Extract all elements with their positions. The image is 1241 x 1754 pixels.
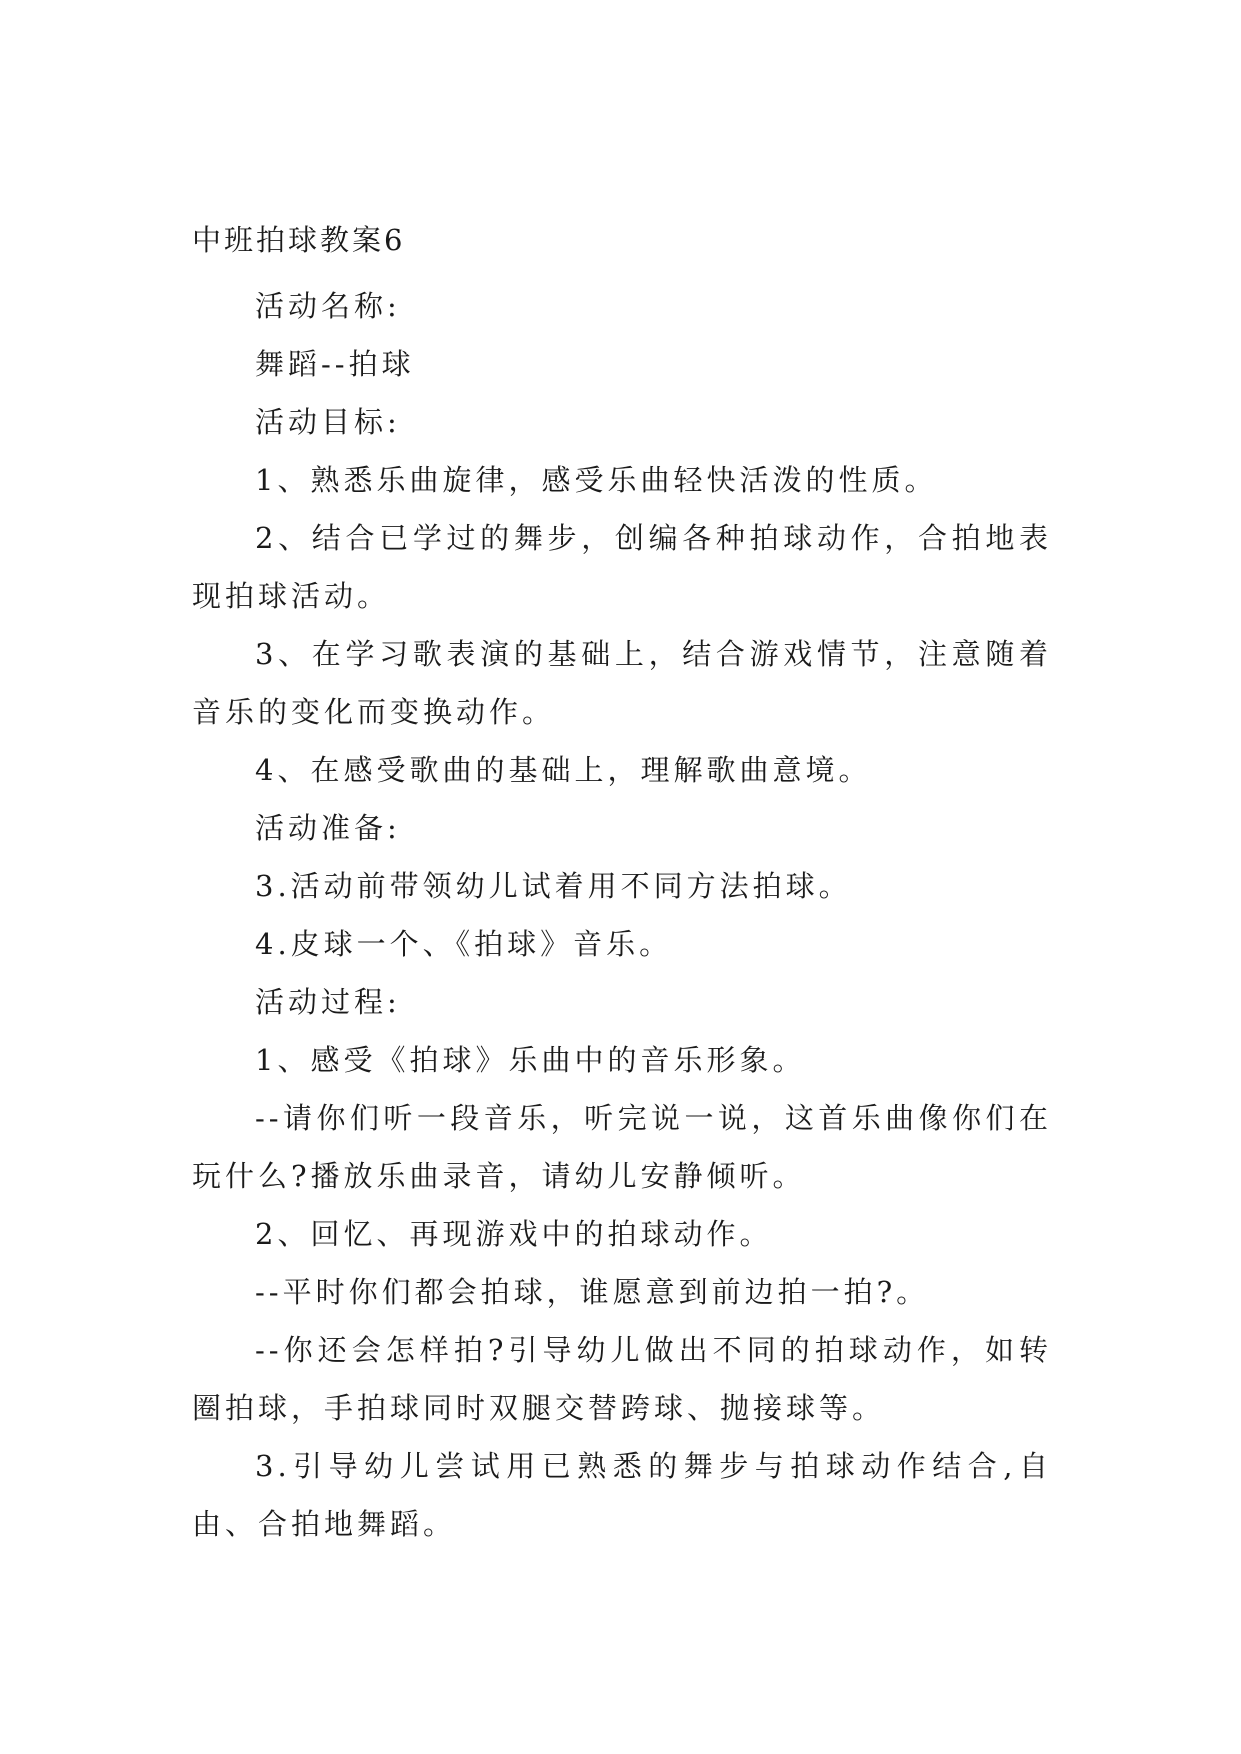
section-heading-activity-process: 活动过程: <box>255 985 401 1019</box>
section-heading-activity-name: 活动名称: <box>255 289 401 323</box>
section-heading-activity-goals: 活动目标: <box>255 405 401 439</box>
paragraph: --你还会怎样拍?引导幼儿做出不同的拍球动作，如转圈拍球，手拍球同时双腿交替跨球、抛接球等。 <box>192 1333 1052 1425</box>
paragraph: 舞蹈--拍球 <box>255 347 415 381</box>
paragraph: 4、在感受歌曲的基础上，理解歌曲意境。 <box>255 753 872 787</box>
paragraph: 3.引导幼儿尝试用已熟悉的舞步与拍球动作结合,自由、合拍地舞蹈。 <box>192 1449 1052 1541</box>
paragraph: 2、回忆、再现游戏中的拍球动作。 <box>255 1217 773 1251</box>
paragraph: 3、在学习歌表演的基础上，结合游戏情节，注意随着音乐的变化而变换动作。 <box>192 637 1052 729</box>
document-title: 中班拍球教案6 <box>192 223 406 257</box>
section-heading-activity-preparation: 活动准备: <box>255 811 401 845</box>
paragraph: 1、感受《拍球》乐曲中的音乐形象。 <box>255 1043 806 1077</box>
paragraph: 3.活动前带领幼儿试着用不同方法拍球。 <box>255 869 852 903</box>
document-body <box>192 277 1052 1553</box>
paragraph: --请你们听一段音乐，听完说一说，这首乐曲像你们在玩什么?播放乐曲录音，请幼儿安静倾听。 <box>192 1101 1052 1193</box>
paragraph: 4.皮球一个、《拍球》音乐。 <box>255 927 673 961</box>
paragraph: 2、结合已学过的舞步，创编各种拍球动作，合拍地表现拍球活动。 <box>192 521 1052 613</box>
paragraph: 1、熟悉乐曲旋律，感受乐曲轻快活泼的性质。 <box>255 463 938 497</box>
paragraph: --平时你们都会拍球，谁愿意到前边拍一拍?。 <box>255 1275 930 1309</box>
